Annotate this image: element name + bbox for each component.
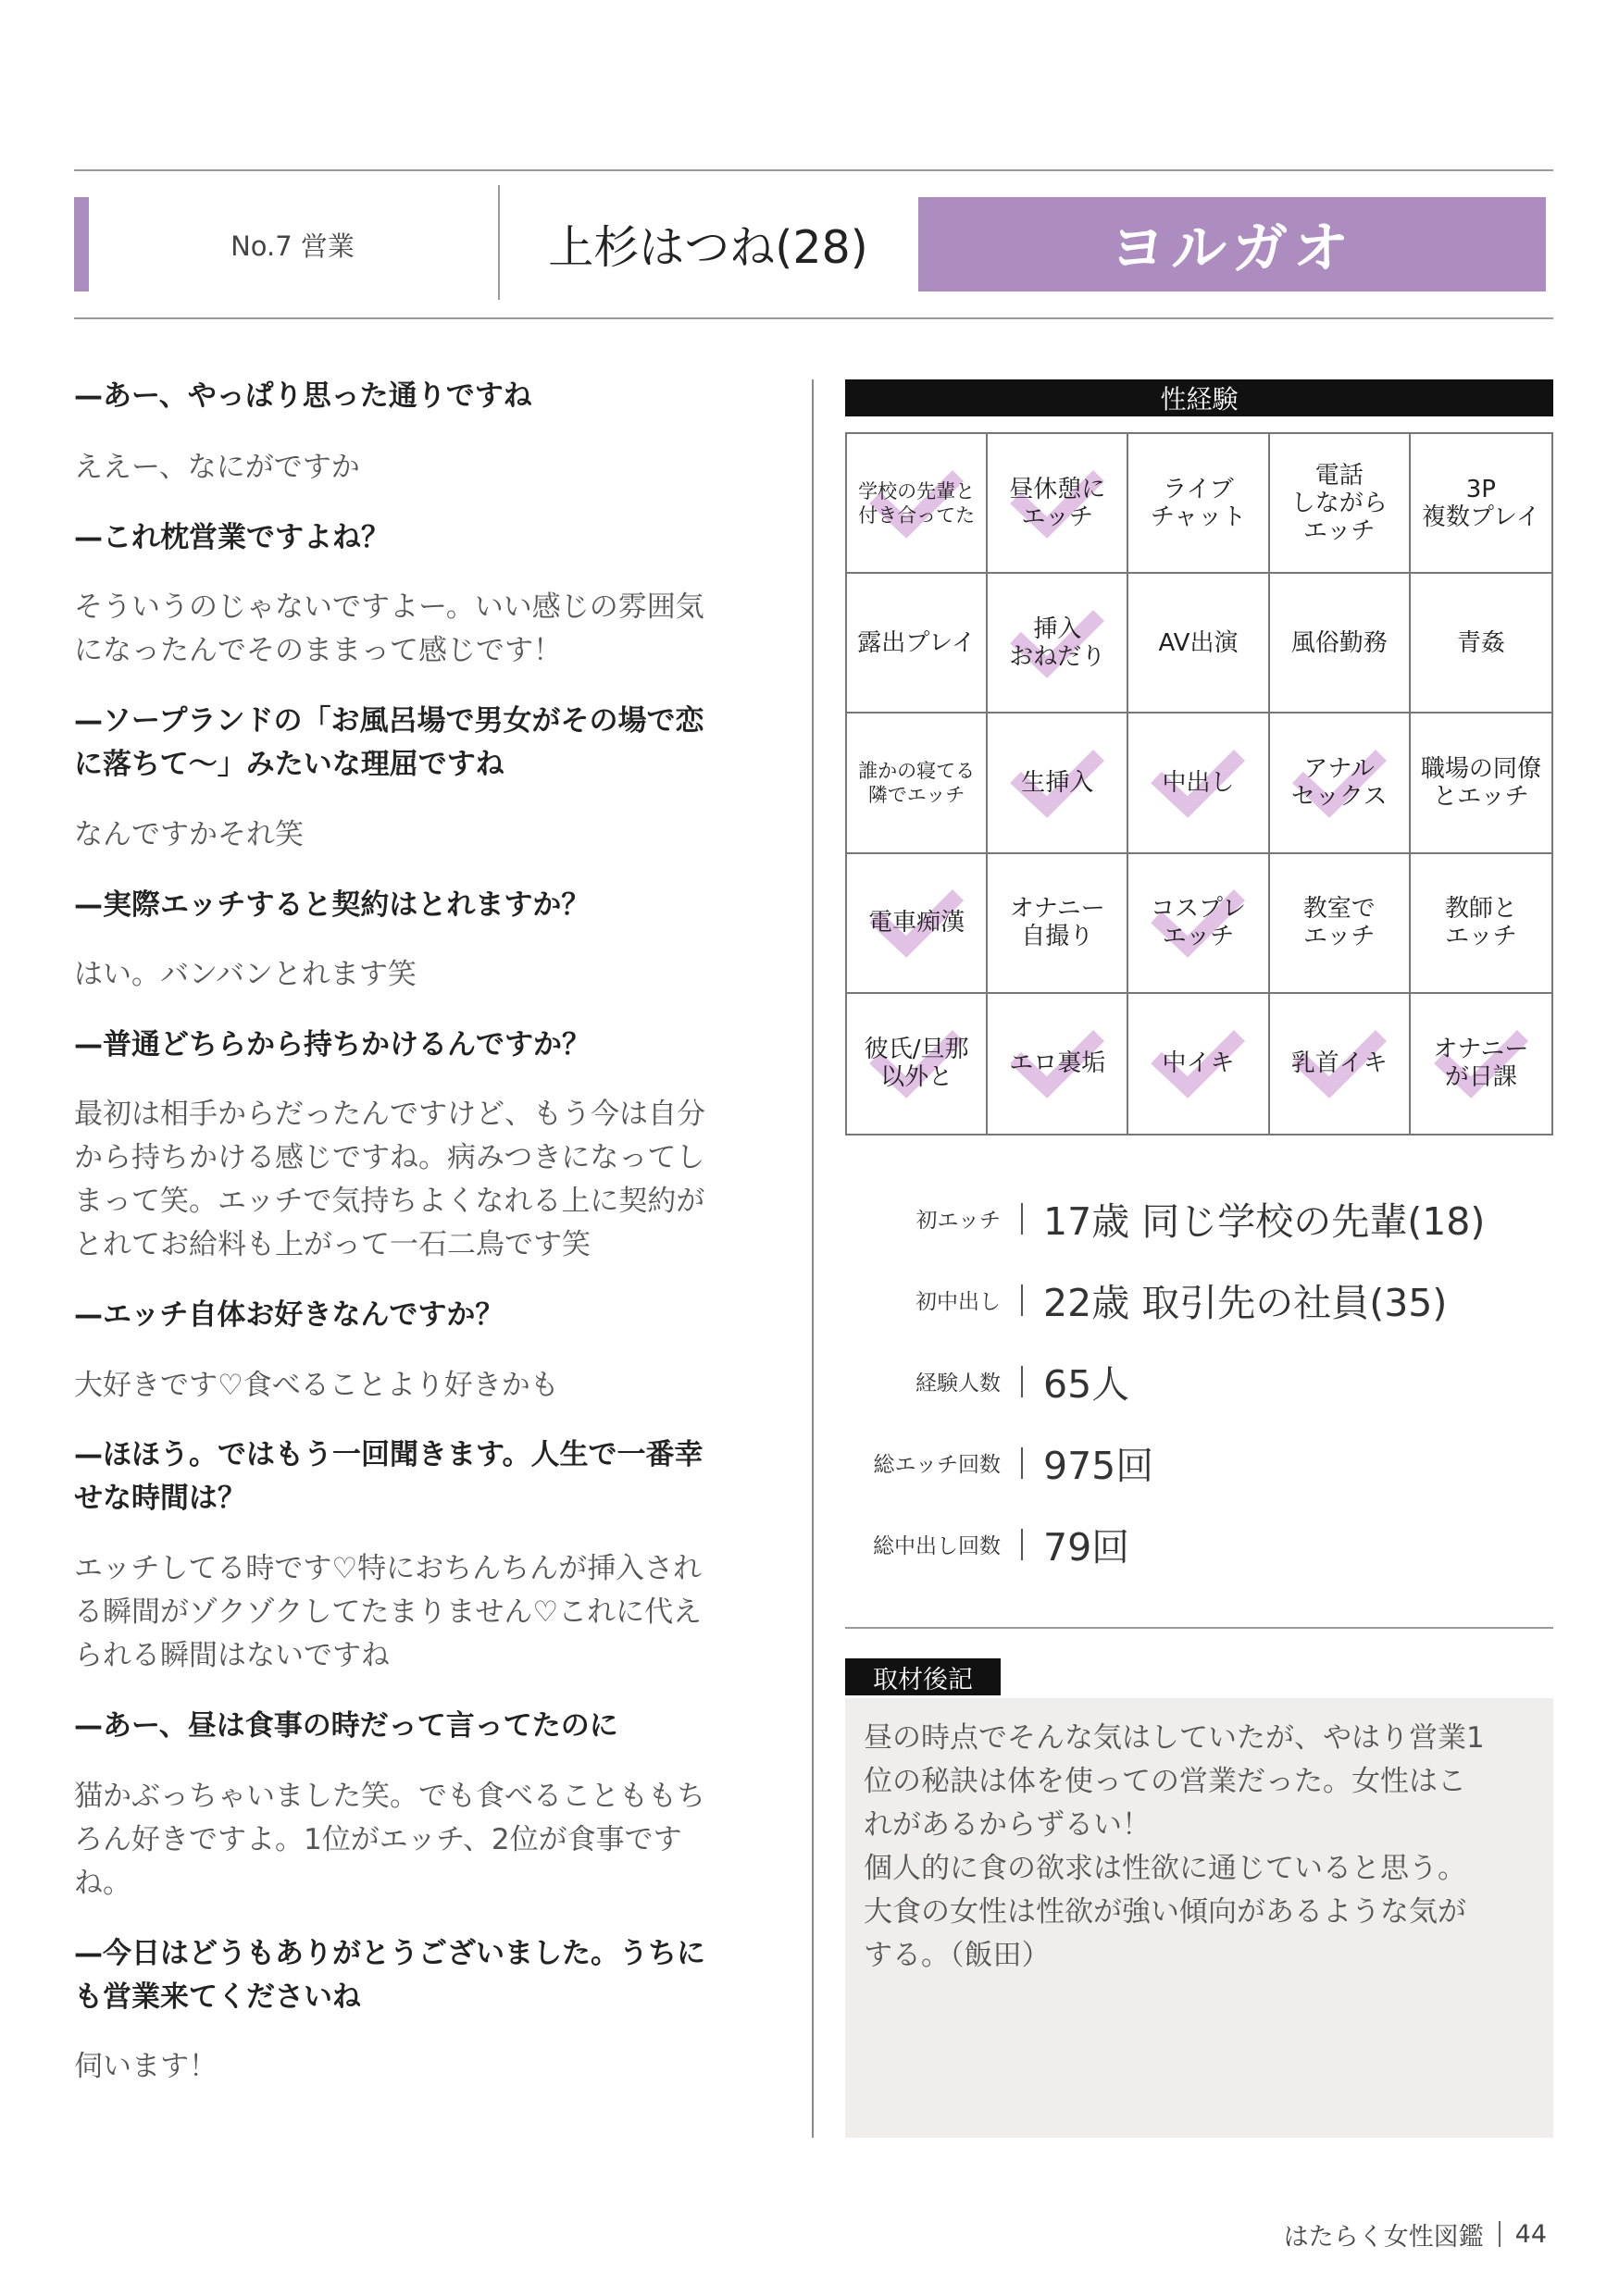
stat-label: 経験人数 [915,1371,1001,1396]
experience-cell-label: 教師と エッチ [1444,895,1517,951]
experience-cell [847,574,988,714]
header-bottom-rule [74,317,1553,319]
interview-question: —エッチ自体お好きなんですか？ [74,1298,504,1332]
experience-cell-label: 3P 複数プレイ [1422,475,1540,531]
stat-row [845,1434,1553,1490]
interview-answer: 伺います！ [74,2050,218,2083]
flower-name-banner: ヨルガオ [918,197,1546,292]
experience-heading: 性経験 [845,379,1553,416]
column-divider [812,379,814,2138]
stat-row [845,1353,1553,1409]
experience-cell [1270,434,1411,574]
experience-cell [847,854,988,994]
interview-answer: 猫かぶっちゃいました笑。でも食べることももち ろん好きですよ。1位がエッチ、2位が食事です ね。 [74,1780,705,1900]
experience-cell-label: 職場の同僚 とエッチ [1420,754,1541,811]
entry-number-label: No.7 営業 [230,230,355,262]
experience-cell [988,994,1128,1134]
experience-cell-label: ライブ チャット [1150,475,1247,531]
footer-separator [1499,2221,1501,2247]
book-title: はたらく女性図鑑 [1283,2222,1484,2252]
afterword-rule [845,1627,1553,1629]
experience-cell [988,714,1128,853]
stat-row [845,1190,1553,1246]
person-name: 上杉はつね(28) [548,221,868,274]
experience-grid [845,432,1553,1136]
interview-answer: エッチしてる時です♡特におちんちんが挿入され る瞬間がゾクゾクしてたまりません♡これに代え られる瞬間はないですね [74,1552,703,1672]
stat-row [845,1272,1553,1327]
page-number: 44 [1514,2219,1547,2249]
experience-cell-label: 昼休憩に エッチ [1009,475,1106,531]
experience-cell [1128,994,1269,1134]
stat-value: 22歳 取引先の社員(35) [1043,1280,1448,1325]
experience-cell [988,854,1128,994]
experience-cell-label: 電話 しながら エッチ [1290,461,1388,545]
interview-question: —今日はどうもありがとうございました。うちに も営業来てくださいね [74,1937,705,2014]
experience-cell [1411,854,1551,994]
experience-cell [1270,994,1411,1134]
experience-cell-label: 学校の先輩と 付き合ってた [858,479,976,527]
stat-separator [1021,1447,1023,1479]
experience-cell-label: 誰かの寝てる 隣でエッチ [858,759,976,806]
experience-cell [988,434,1128,574]
stat-separator [1021,1529,1023,1560]
experience-cell-label: 青姦 [1456,628,1505,657]
experience-cell [1270,714,1411,853]
experience-cell-label: 露出プレイ [857,628,976,657]
experience-cell-label: 風俗勤務 [1290,628,1388,657]
afterword-box [845,1698,1553,2138]
stat-separator [1021,1203,1023,1235]
interview-question: —あー、やっぱり思った通りですね [74,379,532,413]
experience-cell-label: 生挿入 [1021,768,1094,797]
stat-value: 17歳 同じ学校の先輩(18) [1043,1198,1486,1244]
experience-cell [1411,994,1551,1134]
interview-question: —ソープランドの「お風呂場で男女がその場で恋 に落ちて〜」みたいな理屈ですね [74,704,704,781]
header-top-rule [74,169,1553,171]
experience-cell [1128,574,1269,714]
experience-cell-label: AV出演 [1158,628,1239,657]
experience-cell [1411,714,1551,853]
afterword-text: 昼の時点でそんな気はしていたが、やはり営業1 位の秘訣は体を使っての営業だった。女性はこ れがあるからずるい！ 個人的に食の欲求は性欲に通じていると思う。 大食の女性は性欲が強い傾向があるような気が する。（飯田） [864,1721,1485,1972]
interview-answer: 最初は相手からだったんですけど、もう今は自分 から持ちかける感じですね。病みつきになってし まって笑。エッチで気持ちよくなれる上に契約が とれてお給料も上がって一石二鳥です笑 [74,1098,705,1261]
stat-separator [1021,1285,1023,1316]
experience-cell [1411,574,1551,714]
experience-cell [1128,854,1269,994]
experience-cell-label: オナニー が日課 [1433,1036,1529,1092]
experience-cell-label: 電車痴漢 [868,909,965,937]
experience-cell [1128,714,1269,853]
experience-cell [847,994,988,1134]
interview-question: —ほほう。ではもう一回聞きます。人生で一番幸 せな時間は？ [74,1438,704,1515]
stat-value: 65人 [1043,1361,1130,1407]
interview-answer: ええー、なにがですか [74,451,360,484]
experience-cell [1270,854,1411,994]
experience-cell-label: 彼氏/旦那 以外と [864,1036,969,1092]
experience-cell [1411,434,1551,574]
interview-question: —これ枕営業ですよね？ [74,521,390,554]
experience-cell-label: アナル セックス [1290,754,1388,811]
interview-answer: なんですかそれ笑 [74,818,304,851]
experience-cell-label: コスプレ エッチ [1151,895,1246,951]
interview-question: —実際エッチすると契約はとれますか？ [74,888,591,922]
experience-cell [1270,574,1411,714]
experience-cell [847,714,988,853]
stat-label: 初エッチ [915,1208,1001,1233]
experience-cell-label: 教室で エッチ [1302,895,1376,951]
stat-value: 79回 [1043,1524,1130,1570]
experience-cell-label: 乳首イキ [1290,1049,1388,1078]
stat-value: 975回 [1043,1443,1154,1488]
stat-row [845,1516,1553,1571]
stat-label: 初中出し [915,1289,1001,1314]
interview-answer: はい。バンバンとれます笑 [74,958,417,991]
interview-answer: 大好きです♡食べることより好きかも [74,1369,559,1402]
experience-cell [847,434,988,574]
header-accent-bar [74,197,89,292]
stat-label: 総中出し回数 [873,1533,1001,1558]
afterword-label: 取材後記 [845,1658,1001,1695]
stat-label: 総エッチ回数 [873,1452,1001,1477]
experience-cell [1128,434,1269,574]
experience-cell [988,574,1128,714]
page-footer [1284,2215,1547,2253]
experience-cell-label: オナニー 自撮り [1009,895,1105,951]
experience-cell-label: エロ裏垢 [1009,1049,1106,1078]
interview-question: —あー、昼は食事の時だって言ってたのに [74,1709,618,1743]
interview-answer: そういうのじゃないですよー。いい感じの雰囲気 になったんでそのままって感じです！ [74,590,704,667]
experience-cell-label: 中出し [1162,768,1235,797]
experience-cell-label: 挿入 おねだり [1009,614,1106,671]
interview-question: —普通どちらから持ちかけるんですか？ [74,1028,591,1061]
experience-cell-label: 中イキ [1162,1049,1235,1078]
stat-separator [1021,1366,1023,1397]
